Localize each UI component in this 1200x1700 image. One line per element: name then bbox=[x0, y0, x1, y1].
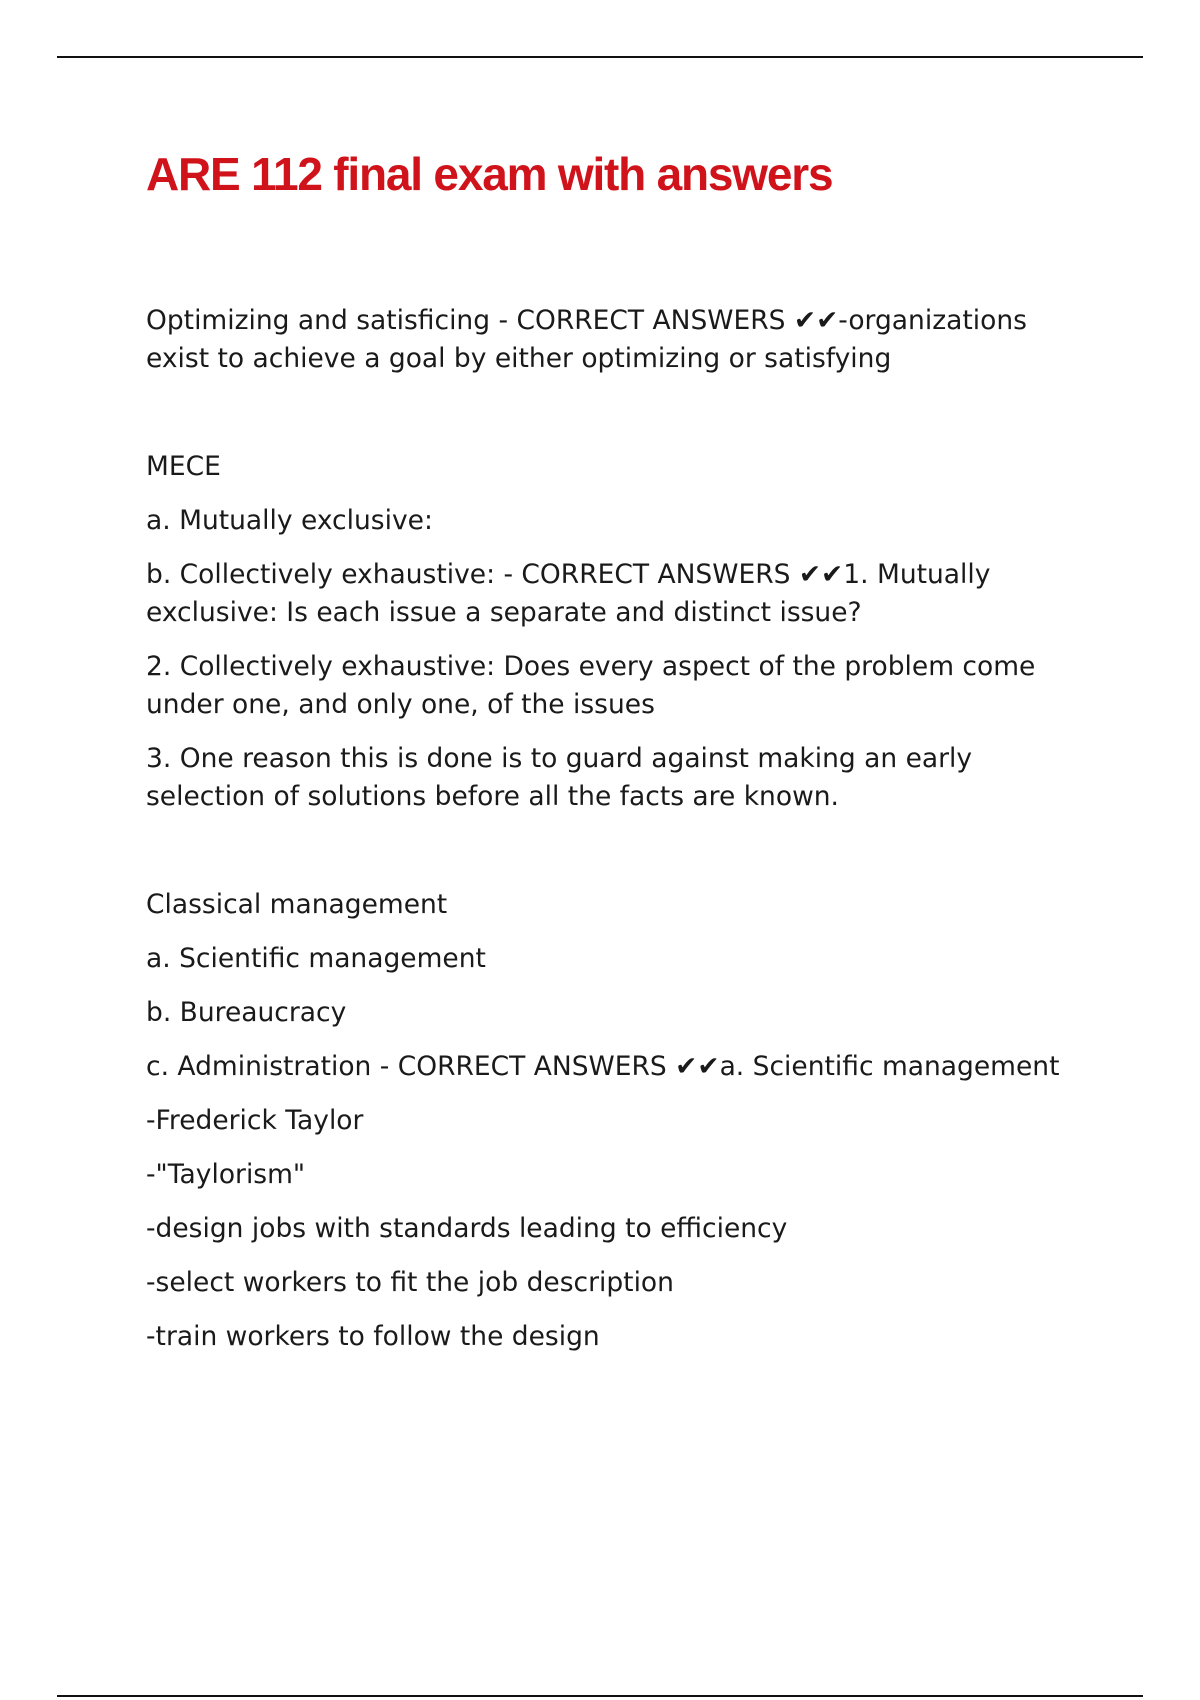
paragraph-train-workers: -train workers to follow the design bbox=[146, 1321, 600, 1352]
paragraph-mece-a: a. Mutually exclusive: bbox=[146, 505, 433, 536]
paragraph-mece-heading: MECE bbox=[146, 451, 221, 482]
header-rule bbox=[57, 56, 1143, 58]
paragraph-mece-b: b. Collectively exhaustive: - CORRECT ANSWERS ✔✔1. Mutually exclusive: Is each issue a separate and distinct issue? bbox=[146, 559, 991, 628]
paragraph-mece-3: 3. One reason this is done is to guard against making an early selection of solutions before all the facts are known. bbox=[146, 743, 973, 812]
paragraph-taylor: -Frederick Taylor bbox=[146, 1105, 364, 1136]
section-spacer bbox=[146, 394, 1076, 448]
paragraph-select-workers: -select workers to fit the job description bbox=[146, 1267, 674, 1298]
paragraph-classical-c: c. Administration - CORRECT ANSWERS ✔✔a. Scientific management bbox=[146, 1051, 1060, 1082]
paragraph-mece-2: 2. Collectively exhaustive: Does every aspect of the problem come under one, and only one, of the issues bbox=[146, 651, 1036, 720]
footer-rule bbox=[57, 1695, 1143, 1697]
paragraph-optimizing: Optimizing and satisficing - CORRECT ANSWERS ✔✔-organizations exist to achieve a goal by either optimizing or satisfying bbox=[146, 305, 1027, 374]
paragraph-taylorism: -"Taylorism" bbox=[146, 1159, 306, 1190]
paragraph-design-jobs: -design jobs with standards leading to efficiency bbox=[146, 1213, 788, 1244]
paragraph-classical-b: b. Bureaucracy bbox=[146, 997, 347, 1028]
document-body bbox=[146, 302, 1076, 1372]
paragraph-classical-heading: Classical management bbox=[146, 889, 448, 920]
document-title: ARE 112 final exam with answers bbox=[146, 148, 833, 200]
paragraph-classical-a: a. Scientific management bbox=[146, 943, 486, 974]
section-spacer bbox=[146, 832, 1076, 886]
